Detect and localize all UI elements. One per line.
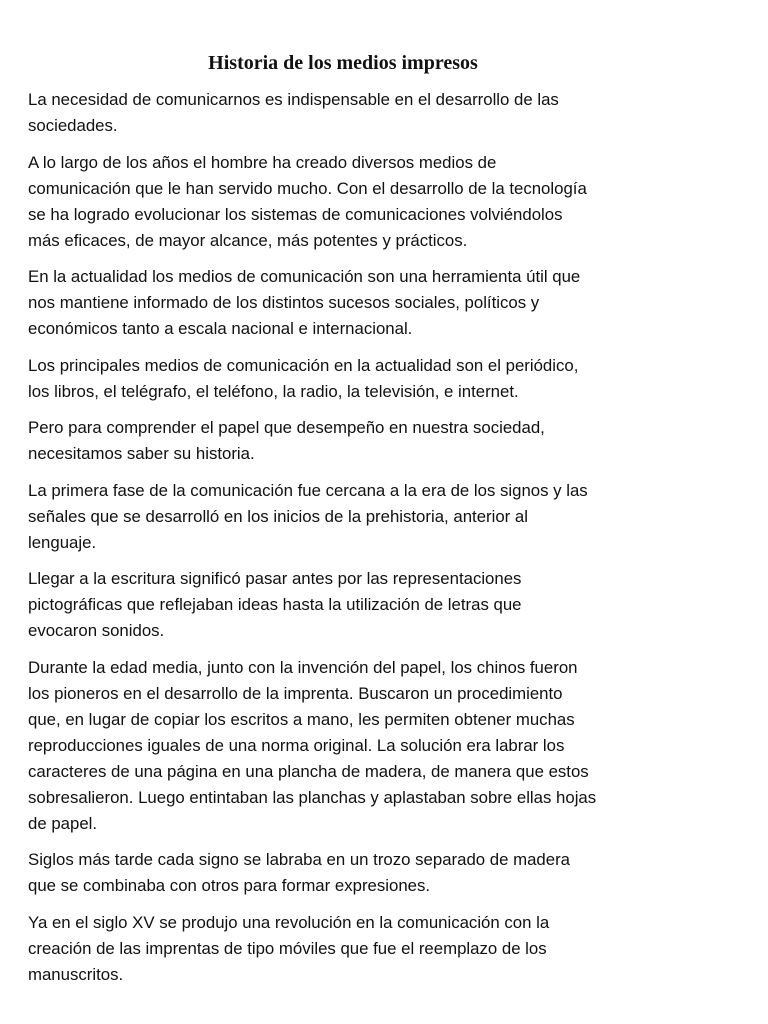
paragraph-9: Siglos más tarde cada signo se labraba en un trozo separado de madera que se combinaba con otros para formar expresiones. <box>28 850 570 895</box>
paragraph-6: La primera fase de la comunicación fue cercana a la era de los signos y las señales que se desarrolló en los inicios de la prehistoria, anterior al lenguaje. <box>28 480 588 552</box>
paragraph-5: Pero para comprender el papel que desempeño en nuestra sociedad, necesitamos saber su historia. <box>28 418 545 463</box>
paragraph-10: Ya en el siglo XV se produjo una revolución en la comunicación con la creación de las imprentas de tipo móviles que fue el reemplazo de los manuscritos. <box>28 912 550 984</box>
paragraph-2: A lo largo de los años el hombre ha creado diversos medios de comunicación que le han servido mucho. Con el desarrollo de la tecnología se ha logrado evolucionar los sistemas de comunicaciones volviéndolos más eficaces, de mayor alcance, más potentes y prácticos. <box>28 152 587 250</box>
paragraph-1: La necesidad de comunicarnos es indispensable en el desarrollo de las sociedades. <box>28 90 559 135</box>
paragraph-4: Los principales medios de comunicación en la actualidad son el periódico, los libros, el telégrafo, el teléfono, la radio, la televisión, e internet. <box>28 355 579 401</box>
paragraph-8: Durante la edad media, junto con la invención del papel, los chinos fueron los pioneros en el desarrollo de la imprenta. Buscaron un procedimiento que, en lugar de copiar los escritos a mano, les permiten obtener muchas reproducciones iguales de una norma original. La solución era labrar los caracteres de una página en una plancha de madera, de manera que estos sobresalieron. Luego entintaban las planchas y aplastaban sobre ellas hojas de papel. <box>28 657 597 833</box>
document-body <box>28 87 748 998</box>
paragraph-7: Llegar a la escritura significó pasar antes por las representaciones pictográficas que reflejaban ideas hasta la utilización de letras que evocaron sonidos. <box>28 569 522 640</box>
document-title: Historia de los medios impresos <box>208 52 478 74</box>
paragraph-3: En la actualidad los medios de comunicación son una herramienta útil que nos mantiene informado de los distintos sucesos sociales, políticos y económicos tanto a escala nacional e internacional. <box>28 267 581 338</box>
